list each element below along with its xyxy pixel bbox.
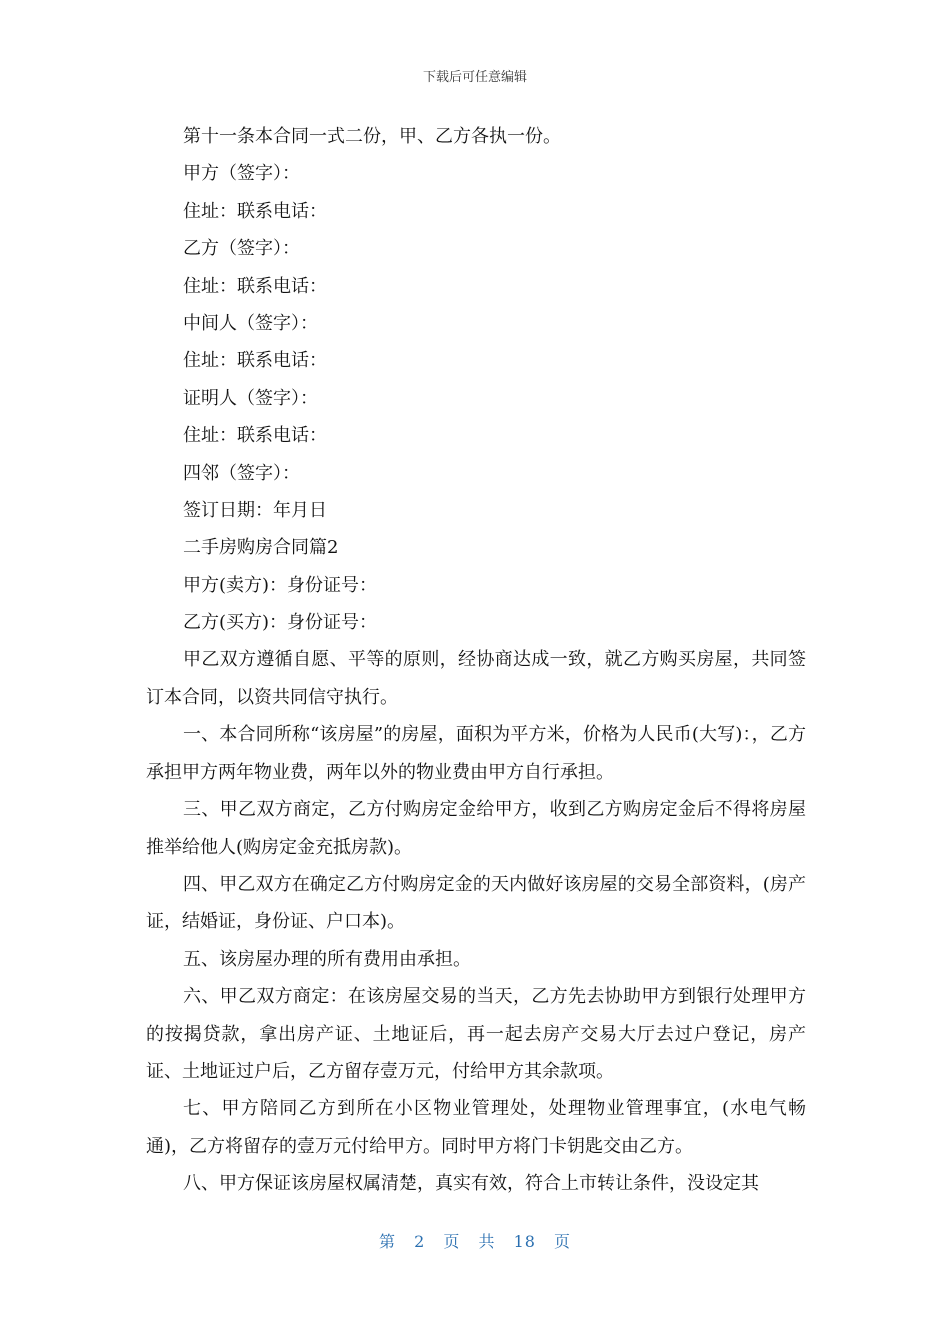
page-number: 2 — [414, 1232, 426, 1251]
text-line: 甲方(卖方)：身份证号： — [183, 574, 378, 596]
page-header: 下载后可任意编辑 — [422, 70, 527, 85]
text-line: 住址：联系电话： — [183, 350, 327, 372]
footer-label: 共 — [478, 1232, 496, 1251]
text-line: 甲方（签字）： — [183, 163, 300, 185]
page-footer — [0, 1229, 950, 1252]
paragraph: 甲乙双方遵循自愿、平等的原则，经协商达成一致，就乙方购买房屋，共同签订本合同，以资共同信守执行。 — [146, 649, 806, 708]
paragraph: 五、该房屋办理的所有费用由承担。 — [183, 948, 471, 970]
text-line: 乙方(买方)：身份证号： — [183, 612, 378, 634]
paragraph: 四、甲乙双方在确定乙方付购房定金的天内做好该房屋的交易全部资料，(房产证，结婚证，身份证、户口本)。 — [146, 873, 806, 933]
text-line: 签订日期：年月日 — [183, 499, 327, 521]
footer-label: 第 — [378, 1232, 396, 1251]
page-total: 18 — [513, 1232, 536, 1251]
text-line: 住址：联系电话： — [183, 275, 327, 297]
text-line: 乙方（签字）： — [183, 238, 300, 260]
paragraph: 一、本合同所称“该房屋”的房屋，面积为平方米，价格为人民币(大写)：，乙方承担甲方两年物业费，两年以外的物业费由甲方自行承担。 — [146, 724, 806, 783]
paragraph: 八、甲方保证该房屋权属清楚，真实有效，符合上市转让条件，没设定其 — [183, 1173, 759, 1195]
text-line: 四邻（签字）： — [183, 462, 300, 484]
paragraph: 三、甲乙双方商定，乙方付购房定金给甲方，收到乙方购房定金后不得将房屋推举给他人(购房定金充抵房款)。 — [146, 799, 806, 858]
paragraph: 七、甲方陪同乙方到所在小区物业管理处，处理物业管理事宜，(水电气畅通)，乙方将留存的壹万元付给甲方。同时甲方将门卡钥匙交由乙方。 — [146, 1098, 806, 1157]
footer-label: 页 — [443, 1232, 461, 1251]
section-title: 二手房购房合同篇2 — [183, 537, 339, 559]
text-line: 住址：联系电话： — [183, 200, 327, 222]
text-line: 证明人（签字）： — [183, 387, 318, 409]
text-line: 第十一条本合同一式二份，甲、乙方各执一份。 — [183, 126, 561, 147]
text-line: 中间人（签字）： — [183, 312, 318, 334]
paragraph: 六、甲乙双方商定：在该房屋交易的当天，乙方先去协助甲方到银行处理甲方的按揭贷款，拿出房产证、土地证后，再一起去房产交易大厅去过户登记，房产证、土地证过户后，乙方留存壹万元，付给甲方其余款项。 — [146, 986, 806, 1082]
text-line: 住址：联系电话： — [183, 425, 327, 447]
footer-label: 页 — [554, 1232, 572, 1251]
document-body — [146, 118, 806, 1203]
